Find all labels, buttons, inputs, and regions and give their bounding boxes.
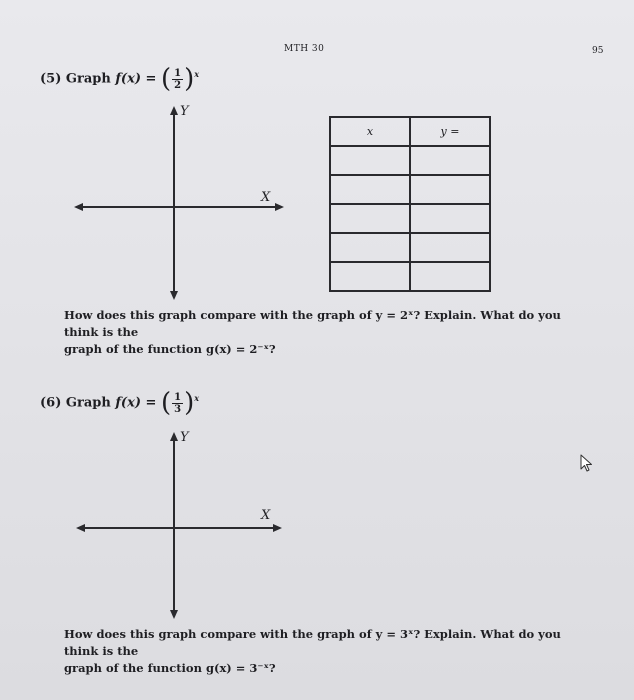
- problem-6-exponent: x: [194, 393, 199, 404]
- right-paren: ): [184, 64, 195, 94]
- fraction-denominator: 2: [174, 79, 182, 91]
- table-cell[interactable]: [410, 175, 490, 204]
- problem-5-exponent: x: [194, 69, 199, 80]
- page-header: MTH 30: [284, 44, 325, 54]
- table-cell[interactable]: [410, 204, 490, 233]
- right-paren: ): [184, 388, 195, 418]
- problem-5-equals: =: [145, 71, 161, 87]
- table-header-row: [330, 117, 490, 146]
- page-number: 95: [592, 46, 604, 56]
- problem-6-function: f(x): [115, 395, 141, 411]
- problem-5-fraction: [172, 68, 183, 91]
- fraction-numerator: 1: [174, 391, 182, 403]
- problem-5-question: [64, 307, 594, 358]
- table-cell[interactable]: [330, 175, 410, 204]
- table-cell[interactable]: [330, 146, 410, 175]
- problem-5-y-label: Y: [180, 104, 189, 119]
- left-paren: (: [160, 64, 172, 94]
- x-arrow-left: [74, 203, 83, 211]
- problem-6-fraction: [172, 392, 183, 415]
- table-row: [330, 175, 490, 204]
- problem-5-axes[interactable]: [70, 104, 290, 300]
- x-arrow-right: [275, 203, 284, 211]
- question-line: How does this graph compare with the graph of y = 2ˣ? Explain. What do you think is the: [64, 308, 561, 339]
- question-line: graph of the function g(x) = 3⁻ˣ?: [64, 661, 276, 675]
- fraction-numerator: 1: [174, 67, 182, 79]
- fraction-denominator: 3: [174, 403, 182, 415]
- table-cell[interactable]: [330, 204, 410, 233]
- problem-6-label: (6) Graph: [40, 395, 116, 411]
- y-arrow-down: [170, 610, 178, 619]
- left-paren: (: [160, 388, 172, 418]
- x-arrow-right: [273, 524, 282, 532]
- y-arrow-up: [170, 432, 178, 441]
- question-line: graph of the function g(x) = 2⁻ˣ?: [64, 342, 276, 356]
- mouse-pointer-icon: [579, 454, 595, 472]
- problem-6-y-label: Y: [180, 430, 189, 445]
- problem-5-label: (5) Graph: [40, 71, 116, 87]
- table-row: [330, 204, 490, 233]
- table-cell[interactable]: [410, 146, 490, 175]
- problem-5-title: [40, 64, 199, 94]
- problem-6-equals: =: [145, 395, 161, 411]
- problem-6-x-label: X: [261, 508, 271, 523]
- table-cell[interactable]: [330, 233, 410, 262]
- problem-5-x-label: X: [261, 190, 271, 205]
- y-arrow-down: [170, 291, 178, 300]
- header-x: x: [330, 117, 410, 146]
- table-row: [330, 146, 490, 175]
- table-row: [330, 233, 490, 262]
- problem-6-title: [40, 388, 199, 418]
- x-arrow-left: [76, 524, 85, 532]
- problem-6-question: [64, 626, 594, 677]
- problem-6-axes[interactable]: [70, 430, 290, 620]
- table-cell[interactable]: [410, 233, 490, 262]
- table-cell[interactable]: [410, 262, 490, 291]
- header-y: y =: [410, 117, 490, 146]
- xy-table: [329, 116, 491, 292]
- problem-5-function: f(x): [115, 71, 141, 87]
- table-row: [330, 262, 490, 291]
- table-cell[interactable]: [330, 262, 410, 291]
- y-arrow-up: [170, 106, 178, 115]
- question-line: How does this graph compare with the graph of y = 3ˣ? Explain. What do you think is the: [64, 627, 561, 658]
